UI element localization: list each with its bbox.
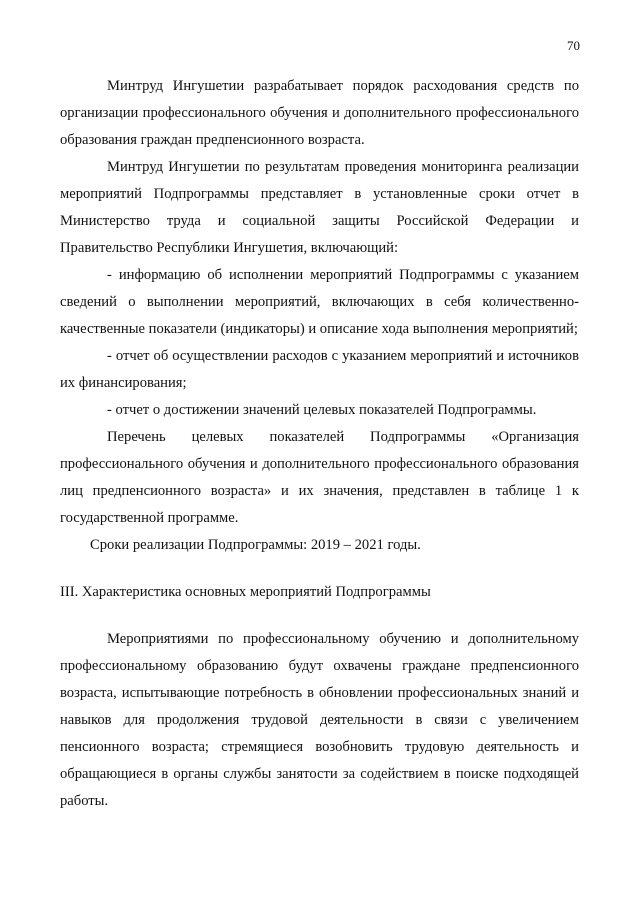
paragraph-target-indicators: Перечень целевых показателей Подпрограммы «Организация профессионального обучения и дополнительного профессионального образования лиц предпенсионного возраста» и их значения, представлен в таблице 1 к государственной программе. bbox=[60, 429, 579, 526]
paragraph-implementation-period: Сроки реализации Подпрограммы: 2019 – 2021 годы. bbox=[90, 537, 421, 553]
section-heading: III. Характеристика основных мероприятий Подпрограммы bbox=[60, 584, 431, 600]
document-body bbox=[60, 73, 579, 815]
paragraph-section-measures: Мероприятиями по профессиональному обучению и дополнительному профессиональному образованию будут охвачены граждане предпенсионного возраста, испытывающие потребность в обновлении профессиональных знаний и навыков для продолжения трудовой деятельности в связи с увеличением пенсионного возраста; стремящиеся возобновить трудовую деятельность и обращающиеся в органы службы занятости за содействием в поиске подходящей работы. bbox=[60, 631, 579, 809]
paragraph-funding-procedure: Минтруд Ингушетии разрабатывает порядок расходования средств по организации профессионального обучения и дополнительного профессионального образования граждан предпенсионного возраста. bbox=[60, 78, 579, 148]
paragraph-monitoring-report: Минтруд Ингушетии по результатам проведения мониторинга реализации мероприятий Подпрограммы представляет в установленные сроки отчет в Министерство труда и социальной защиты Российской Федерации и Правительство Республики Ингушетия, включающий: bbox=[60, 159, 579, 256]
list-item-indicators-report: - отчет о достижении значений целевых показателей Подпрограммы. bbox=[107, 402, 537, 418]
list-item-information: - информацию об исполнении мероприятий Подпрограммы с указанием сведений о выполнении мероприятий, включающих в себя количественно-качественные показатели (индикаторы) и описание хода выполнения мероприятий; bbox=[60, 267, 579, 337]
list-item-expenses-report: - отчет об осуществлении расходов с указанием мероприятий и источников их финансирования; bbox=[60, 348, 579, 391]
page-number: 70 bbox=[567, 38, 580, 53]
